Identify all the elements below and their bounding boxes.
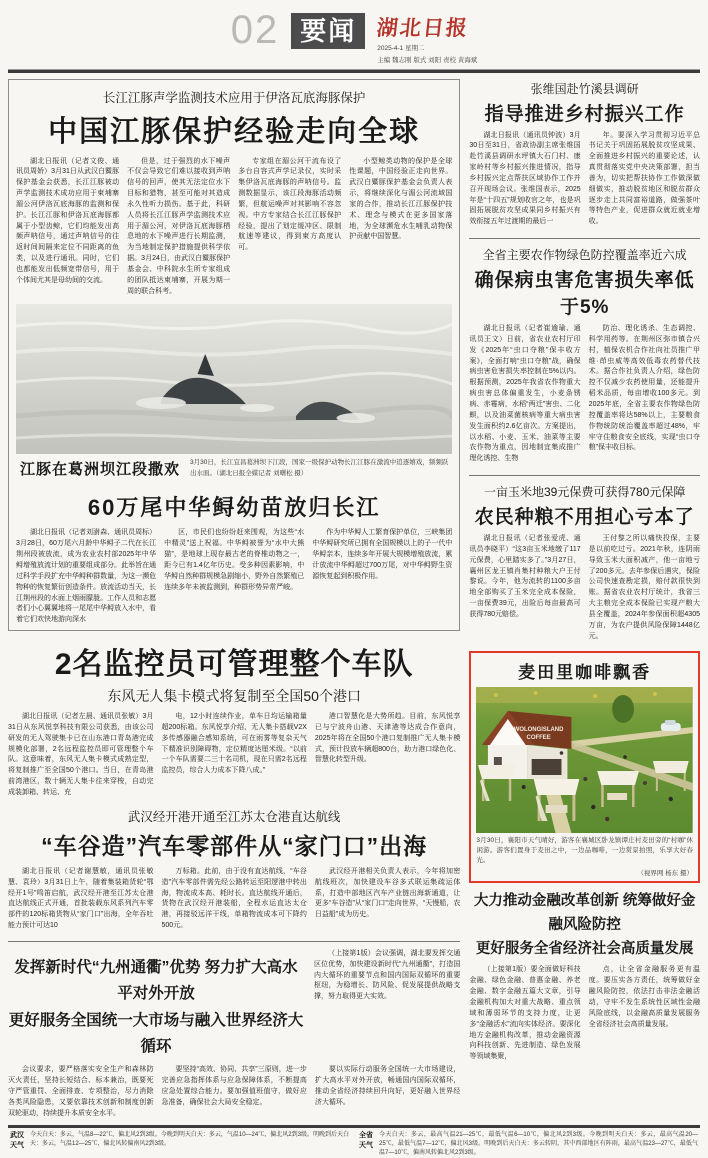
article-rural-headline: 指导推进乡村振兴工作 bbox=[484, 103, 685, 125]
body-text: 湖北日报讯（记者文俊、通讯员周娇）3月31日从武汉白鱀豚保护基金会获悉，长江江豚被动声学监测技术成功应用于柬埔寨湄公河伊洛瓦底海豚的监测和保护。长江江豚和伊洛瓦底海豚都属于小型齿鲸，它们均能发出高频声呐信号，通过声呐信号的往返时间间隔来定位不同距离的鱼类，以及进行通讯。同时，它们也都能发出低频宽带信号，用于个体间尤其是母幼间的交流。 bbox=[16, 157, 120, 284]
article-finance-headline bbox=[469, 890, 700, 962]
body-text: 湖北日报讯（记者崔逾瑜、通讯员王文）日前，省农业农村厅印发《2025年“虫口夺粮”保丰收方案》，全面打响“虫口夺粮”战，确保病虫害危害损失率控制在5%以内。根据预测，2025年我省农作物重大病虫害总体偏重发生，小麦条锈病、赤霉病，水稻“两迁”害虫、二化螟，以及油菜菌核病等重大病虫害发生面积约2.6亿亩次。方案提出，以水稻、小麦、玉米、油菜等主要农作物为重点，因地制宜集成推广理化诱控、生物 bbox=[469, 325, 581, 463]
article-pest bbox=[469, 245, 700, 469]
weather-province-label: 全省天气 bbox=[359, 1132, 373, 1149]
article-truck-subhead: 东风无人集卡模式将复制至全国50个港口 bbox=[107, 688, 361, 705]
body-text: （上接第1版）要全面做好科技金融、绿色金融、普惠金融、养老金融、数字金融五篇大文章，引导金融机构加大对重大战略、重点领域和薄弱环节的支持力度，让更多“金融活水”流向实体经济。要深化地方金融机构改革，推动金融资源向科技创新、先进制造、绿色发展等领域集聚， bbox=[469, 966, 581, 1061]
weather-wuhan-text: 今天白天：多云，气温8—22℃，偏北风2到3级。今晚到明天白天：多云，气温10—24℃，偏北风2到3级。明晚到后天白天：多云，气温12—25℃，偏北风转偏南风2到3级。 bbox=[30, 1132, 349, 1148]
article-porpoise-body bbox=[16, 157, 452, 298]
weather-province-text: 今天白天：多云，最高气温21—25℃，最低气温6—10℃，偏北风2到3级。今晚到明天白天：多云，最高气温20—25℃，最低气温7—12℃，偏北风3级。明晚到后天白天：多云转阴，其中西部地区有阵雨，最高气温23—27℃，最低气温7—10℃，偏南风转偏北风2到3级。 bbox=[379, 1132, 698, 1157]
coffee-sign-line1: WOLONGISLAND bbox=[514, 726, 564, 733]
article-porpoise bbox=[8, 79, 460, 632]
body-text: 万标箱。此前，由于没有直达航线，“车谷造”汽车零部件需先经公路转运至阳逻港中转出海，物流成本高、耗时长。直达航线开通后，货物在武汉经开港装船，全程水运直达太仓港，再接驳远洋干线，单箱物流成本可下降约500元。 bbox=[161, 867, 307, 930]
article-opening-body bbox=[8, 1065, 460, 1119]
body-text: 防治、理化诱杀、生态调控、科学用药等。在荆州区弥市镇合兴村，植保农机合作社向社员推广甲维·茚虫威等高效低毒农药替代技术。据合作社负责人介绍，绿色防控不仅减少农药使用量，还能提升稻米品质，每亩增收100多元。到2025年底，全省主要农作物绿色防控覆盖率将达58%以上，主要粮食作物统防统治覆盖率超过48%，牢牢守住粮食安全底线，实现“虫口夺粮”保丰收目标。 bbox=[588, 325, 700, 452]
body-text: 电，12小时连续作业，单车日均运输箱量超200标箱。东风悦享介绍，无人集卡搭载V2X多传感器融合感知系统，可在雨雾等复杂天气下精准识别障碍物，定位精度达厘米级。“以前一个车队需要二三十名司机，现在只需2名远程监控员，综合人力成本下降八成。” bbox=[161, 713, 307, 775]
weather-strip bbox=[8, 1128, 700, 1158]
body-text: 湖北日报讯（通讯员钟波）3月30日至31日，省政协副主席张维国赴竹溪县调研水坪镇大石门村、康家岭村等乡村振兴推进情况，指导乡村振兴定点帮扶区域协作工作并召开现场会议。张维国表示，2025年是“十四五”规划收官之年，也是巩固拓展脱贫攻坚成果同乡村振兴有效衔接五年过渡期的最后一 bbox=[469, 131, 581, 226]
article-port-headline: “车谷造”汽车零部件从“家门口”出海 bbox=[41, 832, 428, 859]
issue-date: 2025-4-1 星期二 bbox=[377, 45, 425, 52]
article-insurance-kicker: 一亩玉米地39元保费可获得780元保障 bbox=[483, 485, 686, 500]
body-text: 小型鲸类动物的保护是全球性课题，中国经验正走向世界。武汉白鱀豚保护基金会负责人表示，将继续深化与湄公河流域国家的合作，推动长江江豚保护技术、理念与模式在更多国家落地，为全球濒危水生哺乳动物保护贡献中国智慧。 bbox=[349, 157, 453, 241]
paper-title: 湖北日报 bbox=[375, 16, 471, 40]
photo-feature-title: 麦田里咖啡飘香 bbox=[518, 662, 652, 682]
body-text: 王付黎之所以痛快投保，主要是以前吃过亏。2021年秋，连阴雨导致玉米大面积减产，他一亩地亏了200多元。去年参保后遇灾，保险公司快速查勘定损，赔付款很快到账。据省农业农村厅统计，我省三大主粮完全成本保险已实现产粮大县全覆盖，2024年参保面积超4305万亩，为农户提供风险保障1448亿元。 bbox=[588, 535, 700, 640]
coffee-field-illustration bbox=[476, 687, 693, 833]
body-text: 专家组在湄公河干流布设了多台自容式声学记录仪，实时采集伊洛瓦底海豚的声呐信号。监测数据显示，该江段海豚活动频繁，但航运噪声对其影响不容忽视。中方专家结合长江江豚保护经验，提出了划定缓冲区、限制航速等建议，得到柬方高度认可。 bbox=[238, 157, 342, 252]
headline-line: 发挥新时代“九州通衢”优势 努力扩大高水平对外开放 bbox=[14, 958, 298, 1003]
body-text: 武汉经开港相关负责人表示，今年将加密航线班次，加快建设车谷多式联运集疏运体系，打造中部地区汽车产业链出海新通道，让更多“车谷造”从“家门口”走向世界，“天慢船，农日益船”成为历史。 bbox=[314, 867, 461, 919]
body-text: 港口智慧化是大势所趋。目前，东风悦享已与宁波舟山港、天津港等达成合作意向，2025年将在全国50个港口复制推广无人集卡模式，预计投放车辆超800台，助力港口绿色化、智慧化转型升级。 bbox=[314, 713, 461, 764]
article-rural-kicker: 张维国赴竹溪县调研 bbox=[530, 81, 639, 96]
photo-feature-credit: （视界网 杨东 摄） bbox=[637, 869, 693, 877]
editor-credits: 主编 魏志刚 版式 刘阳 责校 黄海斌 bbox=[377, 56, 478, 64]
dolphin-photo bbox=[16, 304, 452, 454]
photo-feature-coffee bbox=[469, 651, 700, 883]
weather-province bbox=[359, 1131, 698, 1158]
masthead bbox=[8, 6, 700, 68]
article-truck-body bbox=[8, 712, 460, 799]
body-text: 区，市民们也纷纷赶来围观，为这些“水中精灵”送上祝福。中华鲟被誉为“水中大熊猫”，是地球上现存最古老的脊椎动物之一，距今已有1.4亿年历史。受多种因素影响，中华鲟自然种群规模急剧缩小，野外自然繁殖已连续多年未被监测到，种群形势异常严峻。 bbox=[164, 529, 305, 591]
body-text: 年。要深入学习贯彻习近平总书记关于巩固拓展脱贫攻坚成果、全面推进乡村振兴的重要论述，认真贯彻落实党中央决策部署，担当善为，切实把帮扶协作工作做深做细做实，推动脱贫地区和脱贫群众逐步走上共同富裕道路，做强茶叶等特色产业，促进群众就近就业增收。 bbox=[588, 131, 700, 226]
headline-line: 更好服务全省经济社会高质量发展 bbox=[475, 940, 694, 957]
body-text: 要坚持“高效、协同、共享”三原则，进一步完善应急指挥体系与应急保障体系，不断提高应急处置综合能力。要加强值班值守，做好应急准备，确保社会大局安全稳定。 bbox=[161, 1066, 307, 1106]
weather-wuhan bbox=[10, 1131, 349, 1158]
right-column bbox=[469, 79, 700, 1120]
body-text: 作为中华鲟人工繁育保护单位，三峡集团中华鲟研究所已拥有全国规模以上的子一代中华鲟亲本，连续多年开展大规模增殖放流，累计放流中华鲟超过700万尾，对中华鲟野生资源恢复起到积极作用。 bbox=[312, 529, 453, 580]
left-column bbox=[8, 79, 460, 1120]
photo-feature-caption: 3月30日，襄阳市天气晴好，游客在襄城区卧龙镇谭庄村麦田旁的“村咖”休闲游。游客们置身于麦田之中，一边品咖啡，一边赏景拍照，乐享大好春光。 bbox=[476, 836, 693, 865]
dolphin-caption-title: 江豚在葛洲坝江段撒欢 bbox=[20, 461, 181, 479]
divider bbox=[469, 475, 700, 476]
body-text: 点，让全省金融服务更有温度。要压实各方责任，统筹做好金融风险防控，依法打击非法金融活动，守牢不发生系统性区域性金融风险底线，以金融高质量发展服务全省经济社会高质量发展。 bbox=[588, 966, 700, 1028]
section-name: 要闻 bbox=[291, 13, 365, 49]
divider bbox=[8, 941, 460, 942]
body-text: 湖北日报讯（记者左晨、通讯员张敏）3月31日从东风悦享科技有限公司获悉，由该公司研发的无人驾驶集卡已在山东港口青岛港完成规模化部署，2名远程监控员即可管理整个车队。这意味着，东风无人集卡模式成熟定型，将复制推广至全国50个港口。当日，在青岛港前湾港区，数十辆无人集卡往来穿梭，自动完成装卸箱、转运、充 bbox=[8, 713, 154, 796]
dolphin-caption-text: 3月30日，长江宜昌葛洲坝下江段，国家一级保护动物长江江豚在激流中追逐嬉戏，频频跃出水面。（湖北日报全媒记者 刘曙松 摄） bbox=[190, 459, 449, 477]
article-truck-headline: 2名监控员可管理整个车队 bbox=[54, 648, 414, 682]
article-truck bbox=[8, 639, 460, 799]
article-pest-kicker: 全省主要农作物绿色防控覆盖率近六成 bbox=[482, 248, 687, 263]
body-text: 湖北日报讯（记者刘澍森、通讯员周标）3月28日，60万尾六月龄中华鲟子二代在长江荆州段被放流，成为农业农村部2025年中华鲟增殖放流计划的重要组成部分。此举旨在通过科学手段扩充中华鲟种群数量，为这一濒危物种的恢复繁衍创造条件。放流活动当天，长江荆州段的水面上烟雨朦胧。工作人员和志愿者们小心翼翼地将一尾尾中华鲟放入水中，看着它们欢快地游向深水 bbox=[16, 529, 157, 624]
header-rule bbox=[8, 69, 700, 73]
dolphin-photo-illustration bbox=[16, 304, 452, 454]
weather-wuhan-label: 武汉天气 bbox=[10, 1132, 24, 1149]
divider bbox=[469, 238, 700, 239]
article-finance-body bbox=[469, 965, 700, 1063]
page-number: 02 bbox=[230, 8, 280, 52]
body-text: 湖北日报讯（记者谢慧敏，通讯员张敏慧、袁玲）3月31日上午，随着集装箱货轮“鄂经开1号”鸣笛启航，武汉经开港至江苏太仓港直达航线正式开通，首批装载东风系列汽车零部件的120标箱货物从“家门口”出海，全年吞吐能力预计可达10 bbox=[8, 867, 154, 930]
coffee-field-photo bbox=[476, 687, 693, 833]
article-rural bbox=[469, 79, 700, 233]
article-sturgeon-body bbox=[16, 528, 452, 626]
article-port bbox=[8, 807, 460, 932]
body-text: 会议要求，要严格落实安全生产和森林防灭火责任，坚持长短结合、标本兼治，既要死守严管重罚、全面排查、专项整治，尽力消除各类风险隐患，又要依靠技术创新和制度创新双轮驱动，持续提升本质安全水平。 bbox=[8, 1066, 154, 1117]
article-pest-headline: 确保病虫害危害损失率低于5% bbox=[474, 270, 695, 319]
article-pest-body bbox=[469, 324, 700, 465]
article-opening bbox=[8, 949, 460, 1120]
article-opening-headline bbox=[8, 949, 304, 1060]
coffee-sign-line2: COFFEE bbox=[526, 734, 552, 741]
article-insurance-body bbox=[469, 534, 700, 642]
headline-line: 更好服务全国统一大市场与融入世界经济大循环 bbox=[8, 1011, 304, 1055]
article-porpoise-headline: 中国江豚保护经验走向全球 bbox=[48, 115, 421, 148]
article-rural-body bbox=[469, 131, 700, 229]
article-insurance bbox=[469, 482, 700, 646]
article-port-kicker: 武汉经开港开通至江苏太仓港直达航线 bbox=[127, 809, 341, 824]
article-porpoise-kicker: 长江江豚声学监测技术应用于伊洛瓦底海豚保护 bbox=[102, 90, 366, 105]
body-text: 湖北日报讯（记者张爱虎、通讯员李晓平）“这3亩玉米地缴了117元保费，心里踏实多了。”3月27日，襄州区龙王镇肖集村种粮大户王付黎说。今年，他为流转的1100多亩地全部购买了玉米完全成本保险，一亩保费39元，出险后每亩最高可获得780元赔偿。 bbox=[469, 535, 581, 618]
article-port-body bbox=[8, 867, 460, 932]
article-sturgeon-headline: 60万尾中华鲟幼苗放归长江 bbox=[87, 495, 381, 521]
body-text: 要以实际行动服务全国统一大市场建设，扩大高水平对外开放，畅通国内国际双循环，推动全省经济持续回升向好，更好融入世界经济大循环。 bbox=[314, 1066, 461, 1106]
dolphin-caption bbox=[16, 457, 452, 485]
article-insurance-headline: 农民种粮不用担心亏本了 bbox=[474, 507, 695, 529]
headline-line: 大力推动金融改革创新 统筹做好金融风险防控 bbox=[473, 892, 696, 933]
body-text: （上接第1版）会议强调，湖北要发挥交通区位优势，加快建设新时代“九州通衢”，打造国内大循环的重要节点和国内国际双循环的重要枢纽，为稳增长、防风险、促发展提供战略支撑，努力取得更大实效。 bbox=[314, 949, 461, 1001]
body-text: 但是，过于强烈的水下噪声不仅会导致它们难以接收到声呐信号的回声，使其无法定位水下目标和猎物，甚至可能对其造成永久性听力损伤。基于此，科研人员将长江江豚声学监测技术应用于湄公河，对伊洛瓦底海豚栖息地的水下噪声进行长期监测，为当地制定保护措施提供科学依据。3月24日，由武汉白鱀豚保护基金会、中科院水生所专家组成的团队抵达柬埔寨，开展为期一周的联合科考。 bbox=[127, 157, 231, 295]
paper-brand bbox=[377, 12, 477, 66]
article-finance bbox=[469, 889, 700, 1067]
